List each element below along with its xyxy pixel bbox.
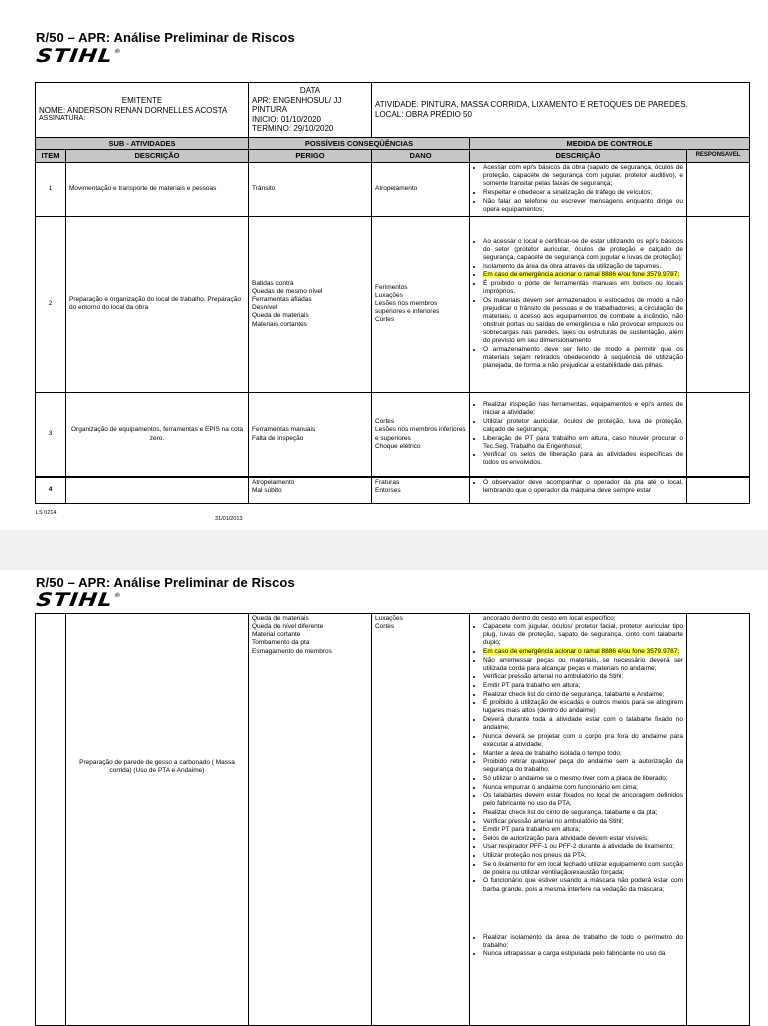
data-label: DATA	[299, 86, 321, 96]
sub-atividades-header: SUB - ATIVIDADES	[36, 138, 249, 150]
logo-text: STIHL	[35, 46, 115, 68]
local-value: LOCAL: OBRA PRÉDIO 50	[375, 110, 472, 119]
row-medidas	[470, 216, 687, 392]
dano-line: Lesões nos membros inferiores e superiores	[375, 426, 466, 442]
perigo-line: Queda de materiais	[252, 615, 309, 622]
medida-item: • Os materiais devem ser armazenados e estocados de modo a não prejudicar o trânsito de pessoas e de trabalhadores, a circulação de materiais, o acesso aos equipamentos de combate a incêndio, não obstruir portas ou saídas de emergência e não provocar empuxos ou sobrecargas nas paredes, lajes ou estruturas de sustentação, além do previsto em seu dimensionamento	[483, 297, 683, 346]
row-responsavel	[687, 392, 750, 477]
emergency-highlight: Em caso de emergência acionar o ramal 8886 e/ou fone 3579.9787;	[483, 648, 680, 655]
medida-item: • Verificar pressão arterial no ambulatório da Stihl;	[483, 673, 683, 681]
perigo-line: Desnível	[252, 304, 278, 312]
apr-table	[35, 82, 750, 504]
table-row	[36, 162, 750, 216]
row-item: 2	[36, 216, 66, 392]
row-item: 4	[36, 477, 66, 503]
row-medidas	[470, 477, 687, 503]
medida-item: • Deverá durante toda a atividade estar com o talabarte fixado no andaime;	[483, 716, 683, 732]
medida-item: • Acessar com epi's básicos da obra (sapato de segurança, óculos de proteção, capacete de segurança com jugular, protetor auditivo), e somente transitar pelas faixas de segurança;	[483, 164, 683, 188]
perigo-line: Quedas de mesmo nível	[252, 288, 323, 295]
row-dano	[372, 216, 470, 392]
medida-item: • Não falar ao telefone ou escrever mensagens enquanto dirige ou opera equipamentos;	[483, 198, 683, 214]
dano-line: Lesões nos membros superiores e inferiores	[375, 300, 440, 316]
medida-item: • Selos de autorização para atividade devem estar visíveis;	[483, 835, 683, 843]
termino-value: TERMINO: 29/10/2020	[252, 124, 334, 134]
row-responsavel	[687, 477, 750, 503]
row-dano	[372, 614, 470, 1026]
possiveis-consequencias-header: POSSÍVEIS CONSEQÜÊNCIAS	[249, 138, 470, 150]
medida-continuation: ancorado dentro do cesto em local específico;	[483, 615, 616, 622]
table-row	[36, 392, 750, 477]
medida-item: • Se o lixamento for em local fechado utilizar equipamento com sucção de poeira ou utilizar ventilação/exaustão forçada;	[483, 861, 683, 877]
emitente-nome: NOME: ANDERSON RENAN DORNELLES ACOSTA	[39, 105, 228, 115]
row-dano	[372, 162, 470, 216]
footer-code: LS 0214	[36, 510, 57, 516]
row-item	[36, 614, 66, 1026]
document-page-2	[0, 570, 768, 1024]
perigo-line: Trânsito	[252, 185, 276, 193]
emitente-cell	[36, 83, 249, 138]
medida-item: • Nunca deverá se projetar com o corpo pra fora do andaime para executar a atividade;	[483, 733, 683, 749]
perigo-line: Esmagamento de membros	[252, 647, 332, 655]
medida-item: • Liberação de PT para trabalho em altura, caso houver procurar o Tec.Seg. Trabalho da Engenhosul;	[483, 435, 683, 451]
dano-line: Luxações	[375, 615, 403, 622]
emitente-label: EMITENTE	[121, 96, 163, 106]
registered-mark: ®	[113, 47, 123, 55]
dano-line: Cortes	[375, 316, 395, 324]
medida-item: • Emitir PT para trabalho em altura;	[483, 682, 683, 690]
atividade-value: ATIVIDADE: PINTURA, MASSA CORRIDA, LIXAMENTO E RETOQUES DE PAREDES.	[375, 100, 688, 110]
perigo-line: Falta de inspeção	[252, 434, 304, 442]
data-cell	[249, 83, 372, 138]
medida-item: • Realizar inspeção nas ferramentas, equipamentos e epi's antes de iniciar a atividade;	[483, 401, 683, 417]
row-descricao: Movimentação e transporte de materiais e pessoas	[66, 162, 249, 216]
descricao-medida-header: DESCRIÇÃO	[470, 150, 687, 162]
row-descricao: Preparação e organização do local de trabalho. Preparação do entorno do local da obra	[66, 216, 249, 392]
perigo-line: Ferramentas manuais	[252, 426, 316, 434]
atividade-cell	[372, 83, 750, 138]
medida-item: • Isolamento da área da obra através da utilização de tapumes.	[483, 263, 683, 271]
perigo-line: Batidas contra	[252, 279, 294, 287]
responsavel-header: RESPONSAVEL	[687, 150, 750, 162]
stihl-logo	[35, 46, 122, 67]
perigo-line: Tombamento da pta	[252, 639, 310, 647]
medida-item: • O funcionário que estiver usando a máscara não poderá estar com barba grande, pois a mesma interfere na vedação da máscara;	[483, 877, 683, 893]
row-responsavel	[687, 162, 750, 216]
dano-line: Entorses	[375, 487, 401, 495]
row-medidas	[470, 614, 687, 1026]
medida-item: • Realizar check list do cinto de segurança, talabarte e da pta;	[483, 809, 683, 817]
dano-line: Choque elétrico	[375, 442, 421, 450]
medida-item: • O armazenamento deve ser feito de modo a permitir que os materiais sejam retirados obedecendo à sequência de utilização planejada, de forma a não prejudicar a estabilidade das pilhas.	[483, 346, 683, 370]
apr-table-continued	[35, 613, 750, 1026]
perigo-line: Atropelamento	[252, 479, 295, 487]
medida-item: • O observador deve acompanhar o operador da pta até o local, lembrando que o operador da máquina deve sempre estar	[483, 479, 683, 495]
dano-line: Atropelamento	[375, 185, 418, 193]
row-item: 1	[36, 162, 66, 216]
medida-item: • Realizar check list do cinto de segurança, talabarte e Andaime;	[483, 691, 683, 699]
medida-item: • É proibido o porte de ferramentas manuais em bolsos ou locais impróprios.	[483, 280, 683, 296]
stihl-logo	[35, 590, 122, 611]
medida-item: • Só utilizar o andaime se o mesmo tiver com a placa de liberado;	[483, 775, 683, 783]
table-row	[36, 477, 750, 503]
perigo-line: Ferramentas afiadas	[252, 296, 312, 304]
perigo-line: Material cortante	[252, 631, 301, 639]
medida-item: • Utilizar protetor auricular, óculos de proteção, luva de proteção, calçado de segurança;	[483, 418, 683, 434]
row-descricao: Organização de equipamentos, ferramentas e EPIS na cota zero.	[66, 392, 249, 477]
medida-item: • Verificar pressão arterial no ambulatório da Stihl;	[483, 818, 683, 826]
medida-item: • É proibido à utilização de escadas e outros meios para se atingirem lugares mais altos (dentro do andaime)	[483, 699, 683, 715]
medida-item: • Verificar os selos de liberação para as atividades específicas de todos os envolvidos.	[483, 451, 683, 467]
medida-item: • Nunca empurrar o andaime com funcionário em cima;	[483, 784, 683, 792]
dano-line: Cortes	[375, 418, 395, 426]
medida-item: • Nunca ultrapassar a carga estipulada pelo fabricante no uso da	[483, 950, 683, 958]
medida-item	[483, 271, 683, 279]
row-dano	[372, 477, 470, 503]
logo-text: STIHL	[35, 590, 115, 612]
row-medidas	[470, 392, 687, 477]
medida-item: • Usar respirador PFF-1 ou PFF-2 durante a atividade de lixamento;	[483, 843, 683, 851]
emitente-assinatura: ASSINATURA:	[39, 115, 86, 123]
perigo-line: Materiais cortantes	[252, 320, 307, 328]
perigo-line: Queda de nível diferente	[252, 623, 324, 631]
row-responsavel	[687, 216, 750, 392]
medida-item: • Realizar isolamento da área de trabalho de todo o perímetro do trabalho;	[483, 934, 683, 950]
perigo-line: Mal súbito	[252, 487, 282, 495]
row-medidas	[470, 162, 687, 216]
medida-item: • Respeitar e obedecer a sinalização de tráfego de veículos;	[483, 189, 683, 197]
dano-line: Cortes	[375, 623, 395, 631]
medida-item: • Proibido retirar qualquer peça do andaime sem a autorização da segurança do trabalho;	[483, 758, 683, 774]
dano-line: Ferimentos	[375, 283, 408, 291]
row-dano	[372, 392, 470, 477]
medida-item: • Os talabartes devem estar fixados no local de ancoragem definidos pelo fabricante no uso da PTA;	[483, 792, 683, 808]
row-responsavel	[687, 614, 750, 1026]
medida-item: • Manter a área de trabalho isolada o tempo todo;	[483, 750, 683, 758]
document-title: R/50 – APR: Análise Preliminar de Riscos	[36, 30, 295, 45]
medida-item: • Ao acessar o local e certificar-se de estar utilizando os epi's básicos do setor (protetor auricular, óculos de proteção e calçado de segurança, capacete de segurança com jugular e luvas de proteção);	[483, 238, 683, 262]
medida-controle-header: MEDIDA DE CONTROLE	[470, 138, 750, 150]
row-perigo	[249, 162, 372, 216]
table-row	[36, 614, 750, 1026]
inicio-value: INICIO: 01/10/2020	[252, 114, 321, 124]
emergency-highlight: Em caso de emergência acionar o ramal 8886 e/ou fone 3579.9787;	[483, 271, 680, 279]
dano-header: DANO	[372, 150, 470, 162]
item-header: ITEM	[36, 150, 66, 162]
row-perigo	[249, 392, 372, 477]
table-row	[36, 216, 750, 392]
row-descricao	[66, 477, 249, 503]
row-descricao: Preparação de parede de gesso a carbonado ( Massa corrida) (Uso de PTA e Andaime)	[66, 614, 249, 1026]
medida-item: • Não arremessar peças ou materiais, se necessário deverá ser utilizada corda para alcançar peças e materiais no andaime;	[483, 657, 683, 673]
row-perigo	[249, 477, 372, 503]
row-perigo	[249, 216, 372, 392]
medida-item: • Emitir PT para trabalho em altura;	[483, 826, 683, 834]
registered-mark: ®	[113, 591, 123, 599]
row-perigo	[249, 614, 372, 1026]
descricao-header: DESCRIÇÃO	[66, 150, 249, 162]
document-title: R/50 – APR: Análise Preliminar de Riscos	[36, 575, 295, 590]
footer-date: 31/01/2013	[215, 516, 243, 522]
medida-item: • Utilizar proteção nos pneus da PTA;	[483, 852, 683, 860]
dano-line: Fraturas	[375, 479, 400, 487]
page-gap	[0, 530, 768, 570]
medida-item: • Capacete com jugular, óculos/ protetor facial, protetor auricular tipo plug, luvas de proteção, sapato de segurança, cinto com talabarte duplo;	[483, 623, 683, 647]
medida-item	[483, 648, 683, 656]
row-item: 3	[36, 392, 66, 477]
dano-line: Luxações	[375, 292, 403, 300]
apr-value: APR: ENGENHOSUL/ JJ PINTURA	[252, 95, 342, 115]
perigo-line: Queda de materiais	[252, 312, 309, 320]
perigo-header: PERIGO	[249, 150, 372, 162]
